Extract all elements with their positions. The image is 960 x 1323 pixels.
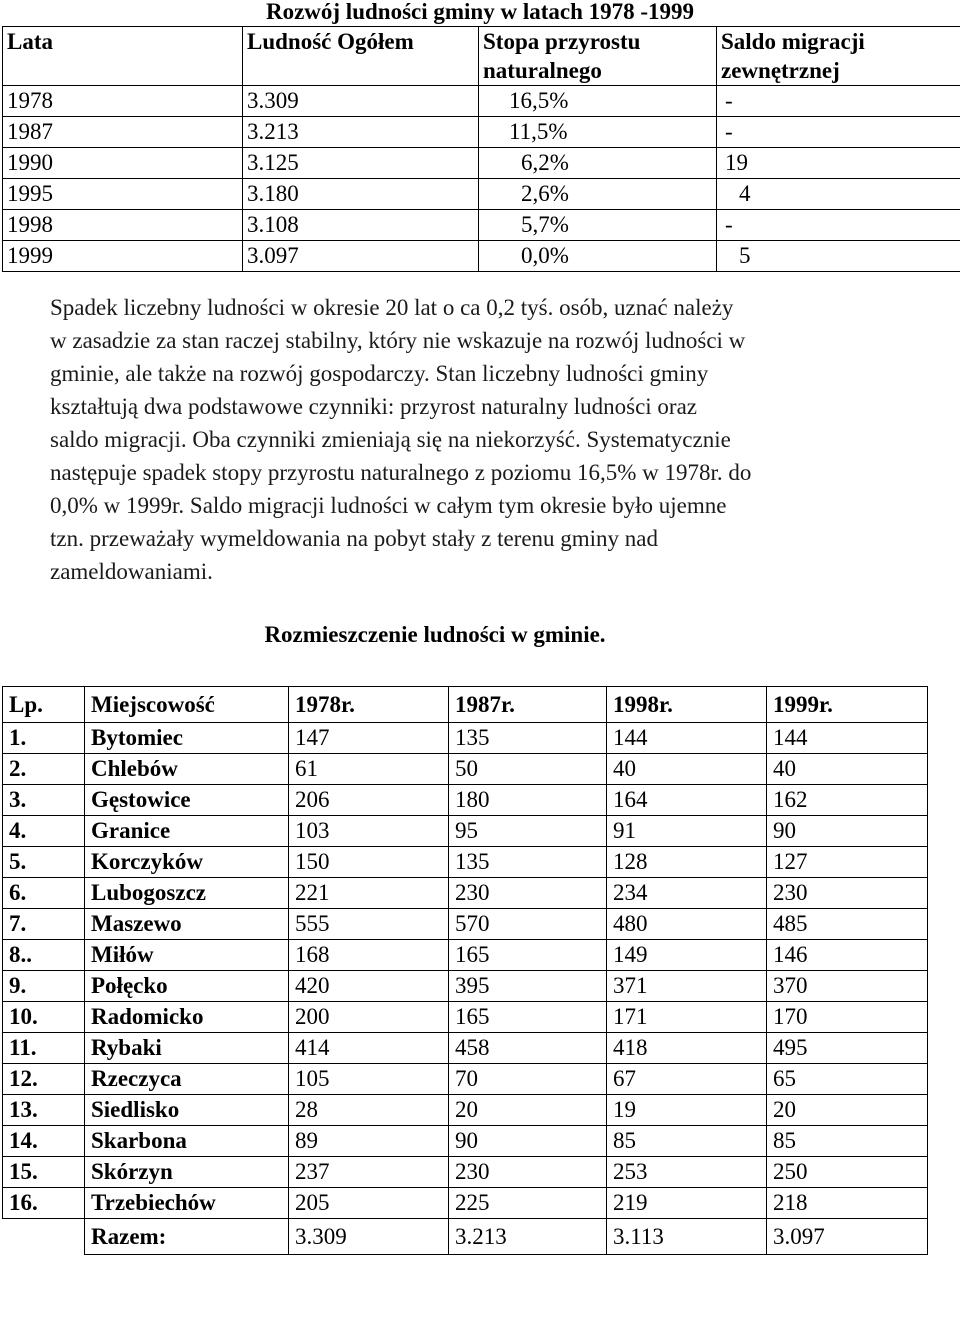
- table1-title: Rozwój ludności gminy w latach 1978 -1999: [265, 0, 695, 24]
- row-number: 11.: [3, 1033, 85, 1064]
- value-1987: 135: [449, 847, 607, 878]
- total-row: [3, 1219, 928, 1255]
- cell-growth: 11,5%: [479, 117, 717, 148]
- row-number: 4.: [3, 816, 85, 847]
- value-1998: 253: [607, 1157, 767, 1188]
- table-row: [3, 1157, 928, 1188]
- empty-cell: [3, 1219, 85, 1255]
- row-number: 12.: [3, 1064, 85, 1095]
- cell-growth: 0,0%: [479, 241, 717, 272]
- value-1978: 89: [289, 1126, 449, 1157]
- value-1999: 495: [767, 1033, 928, 1064]
- value-1978: 420: [289, 971, 449, 1002]
- value-1998: 19: [607, 1095, 767, 1126]
- locality-name: Radomicko: [85, 1002, 289, 1033]
- value-1999: 127: [767, 847, 928, 878]
- value-1978: 103: [289, 816, 449, 847]
- value-1999: 40: [767, 754, 928, 785]
- cell-year: 1978: [3, 86, 243, 117]
- row-number: 6.: [3, 878, 85, 909]
- value-1998: 480: [607, 909, 767, 940]
- value-1987: 165: [449, 940, 607, 971]
- total-value: 3.113: [607, 1219, 767, 1255]
- value-1998: 171: [607, 1002, 767, 1033]
- value-1987: 230: [449, 878, 607, 909]
- col-header-years: Lata: [3, 27, 243, 86]
- value-1978: 168: [289, 940, 449, 971]
- table-header-row: [3, 27, 960, 86]
- value-1999: 162: [767, 785, 928, 816]
- value-1998: 371: [607, 971, 767, 1002]
- value-1978: 105: [289, 1064, 449, 1095]
- value-1978: 555: [289, 909, 449, 940]
- value-1987: 50: [449, 754, 607, 785]
- table-row: [3, 940, 928, 971]
- value-1978: 206: [289, 785, 449, 816]
- row-number: 9.: [3, 971, 85, 1002]
- table-row: [3, 1126, 928, 1157]
- table-row: [3, 210, 960, 241]
- cell-growth: 5,7%: [479, 210, 717, 241]
- locality-name: Rybaki: [85, 1033, 289, 1064]
- value-1987: 458: [449, 1033, 607, 1064]
- row-number: 3.: [3, 785, 85, 816]
- table-row: [3, 179, 960, 210]
- total-value: 3.213: [449, 1219, 607, 1255]
- table-row: [3, 148, 960, 179]
- row-number: 5.: [3, 847, 85, 878]
- col-header-1999: 1999r.: [767, 687, 928, 723]
- value-1998: 85: [607, 1126, 767, 1157]
- value-1999: 485: [767, 909, 928, 940]
- cell-migration: -: [717, 210, 960, 241]
- cell-population: 3.213: [243, 117, 479, 148]
- value-1978: 147: [289, 723, 449, 754]
- description-paragraph: Spadek liczebny ludności w okresie 20 lat o ca 0,2 tyś. osób, uznać należy w zasadzie za stan raczej stabilny, który nie wskazuje na rozwój ludności w gminie, ale także na rozwój gospodarczy. Stan liczebny ludności gminy kształtują dwa podstawowe czynniki: przyrost naturalny ludności oraz saldo migracji. Oba czynniki zmieniają się na niekorzyść. Systematycznie następuje spadek stopy przyrostu naturalnego z poziomu 16,5% w 1978r. do 0,0% w 1999r. Saldo migracji ludności w całym tym okresie było ujemne tzn. przeważały wymeldowania na pobyt stały z terenu gminy nad zameldowaniami.: [50, 295, 752, 584]
- value-1987: 395: [449, 971, 607, 1002]
- cell-migration: -: [717, 86, 960, 117]
- table-row: [3, 117, 960, 148]
- value-1987: 230: [449, 1157, 607, 1188]
- value-1999: 146: [767, 940, 928, 971]
- table-row: [3, 878, 928, 909]
- row-number: 1.: [3, 723, 85, 754]
- row-number: 14.: [3, 1126, 85, 1157]
- locality-name: Połęcko: [85, 971, 289, 1002]
- cell-growth: 2,6%: [479, 179, 717, 210]
- locality-name: Rzeczyca: [85, 1064, 289, 1095]
- total-value: 3.309: [289, 1219, 449, 1255]
- locality-name: Miłów: [85, 940, 289, 971]
- table-row: [3, 909, 928, 940]
- value-1998: 67: [607, 1064, 767, 1095]
- value-1998: 219: [607, 1188, 767, 1219]
- cell-population: 3.097: [243, 241, 479, 272]
- cell-migration: -: [717, 117, 960, 148]
- value-1999: 90: [767, 816, 928, 847]
- row-number: 13.: [3, 1095, 85, 1126]
- cell-population: 3.125: [243, 148, 479, 179]
- locality-name: Chlebów: [85, 754, 289, 785]
- cell-population: 3.180: [243, 179, 479, 210]
- cell-population: 3.108: [243, 210, 479, 241]
- locality-name: Maszewo: [85, 909, 289, 940]
- locality-name: Granice: [85, 816, 289, 847]
- value-1987: 165: [449, 1002, 607, 1033]
- table-row: [3, 1095, 928, 1126]
- value-1987: 20: [449, 1095, 607, 1126]
- cell-growth: 6,2%: [479, 148, 717, 179]
- table2-title: Rozmieszczenie ludności w gminie.: [264, 622, 606, 647]
- value-1999: 370: [767, 971, 928, 1002]
- value-1978: 237: [289, 1157, 449, 1188]
- locality-name: Trzebiechów: [85, 1188, 289, 1219]
- row-number: 7.: [3, 909, 85, 940]
- value-1999: 20: [767, 1095, 928, 1126]
- locality-name: Lubogoszcz: [85, 878, 289, 909]
- row-number: 8..: [3, 940, 85, 971]
- col-header-lp: Lp.: [3, 687, 85, 723]
- row-number: 15.: [3, 1157, 85, 1188]
- value-1999: 170: [767, 1002, 928, 1033]
- cell-migration: 19: [717, 148, 960, 179]
- value-1978: 200: [289, 1002, 449, 1033]
- value-1978: 28: [289, 1095, 449, 1126]
- col-header-locality: Miejscowość: [85, 687, 289, 723]
- value-1999: 230: [767, 878, 928, 909]
- locality-name: Korczyków: [85, 847, 289, 878]
- cell-year: 1998: [3, 210, 243, 241]
- locality-name: Skórzyn: [85, 1157, 289, 1188]
- locality-name: Gęstowice: [85, 785, 289, 816]
- value-1999: 250: [767, 1157, 928, 1188]
- col-header-1978: 1978r.: [289, 687, 449, 723]
- value-1998: 149: [607, 940, 767, 971]
- table-row: [3, 1064, 928, 1095]
- col-header-1998: 1998r.: [607, 687, 767, 723]
- col-header-1987: 1987r.: [449, 687, 607, 723]
- value-1987: 70: [449, 1064, 607, 1095]
- cell-year: 1990: [3, 148, 243, 179]
- value-1998: 40: [607, 754, 767, 785]
- table-row: [3, 816, 928, 847]
- col-header-growth-rate: Stopa przyrostu naturalnego: [479, 27, 717, 86]
- value-1987: 90: [449, 1126, 607, 1157]
- value-1978: 221: [289, 878, 449, 909]
- table-row: [3, 86, 960, 117]
- total-value: 3.097: [767, 1219, 928, 1255]
- value-1987: 180: [449, 785, 607, 816]
- value-1987: 225: [449, 1188, 607, 1219]
- value-1998: 128: [607, 847, 767, 878]
- table-row: [3, 1002, 928, 1033]
- population-development-table: [2, 26, 960, 272]
- table-row: [3, 241, 960, 272]
- value-1978: 205: [289, 1188, 449, 1219]
- table-row: [3, 785, 928, 816]
- value-1987: 135: [449, 723, 607, 754]
- value-1999: 144: [767, 723, 928, 754]
- population-distribution-table: [2, 686, 928, 1255]
- cell-year: 1999: [3, 241, 243, 272]
- cell-population: 3.309: [243, 86, 479, 117]
- value-1999: 65: [767, 1064, 928, 1095]
- table-header-row: [3, 687, 928, 723]
- locality-name: Bytomiec: [85, 723, 289, 754]
- table-row: [3, 847, 928, 878]
- row-number: 16.: [3, 1188, 85, 1219]
- total-label: Razem:: [85, 1219, 289, 1255]
- value-1978: 150: [289, 847, 449, 878]
- value-1998: 144: [607, 723, 767, 754]
- row-number: 10.: [3, 1002, 85, 1033]
- row-number: 2.: [3, 754, 85, 785]
- cell-year: 1995: [3, 179, 243, 210]
- cell-year: 1987: [3, 117, 243, 148]
- table-row: [3, 1033, 928, 1064]
- value-1987: 95: [449, 816, 607, 847]
- value-1998: 164: [607, 785, 767, 816]
- table-row: [3, 1188, 928, 1219]
- value-1998: 418: [607, 1033, 767, 1064]
- value-1998: 91: [607, 816, 767, 847]
- value-1999: 218: [767, 1188, 928, 1219]
- value-1978: 414: [289, 1033, 449, 1064]
- value-1987: 570: [449, 909, 607, 940]
- value-1998: 234: [607, 878, 767, 909]
- col-header-migration: Saldo migracji zewnętrznej: [717, 27, 960, 86]
- table-row: [3, 971, 928, 1002]
- value-1999: 85: [767, 1126, 928, 1157]
- col-header-population: Ludność Ogółem: [243, 27, 479, 86]
- value-1978: 61: [289, 754, 449, 785]
- table-row: [3, 754, 928, 785]
- cell-migration: 5: [717, 241, 960, 272]
- cell-migration: 4: [717, 179, 960, 210]
- locality-name: Skarbona: [85, 1126, 289, 1157]
- table-row: [3, 723, 928, 754]
- cell-growth: 16,5%: [479, 86, 717, 117]
- locality-name: Siedlisko: [85, 1095, 289, 1126]
